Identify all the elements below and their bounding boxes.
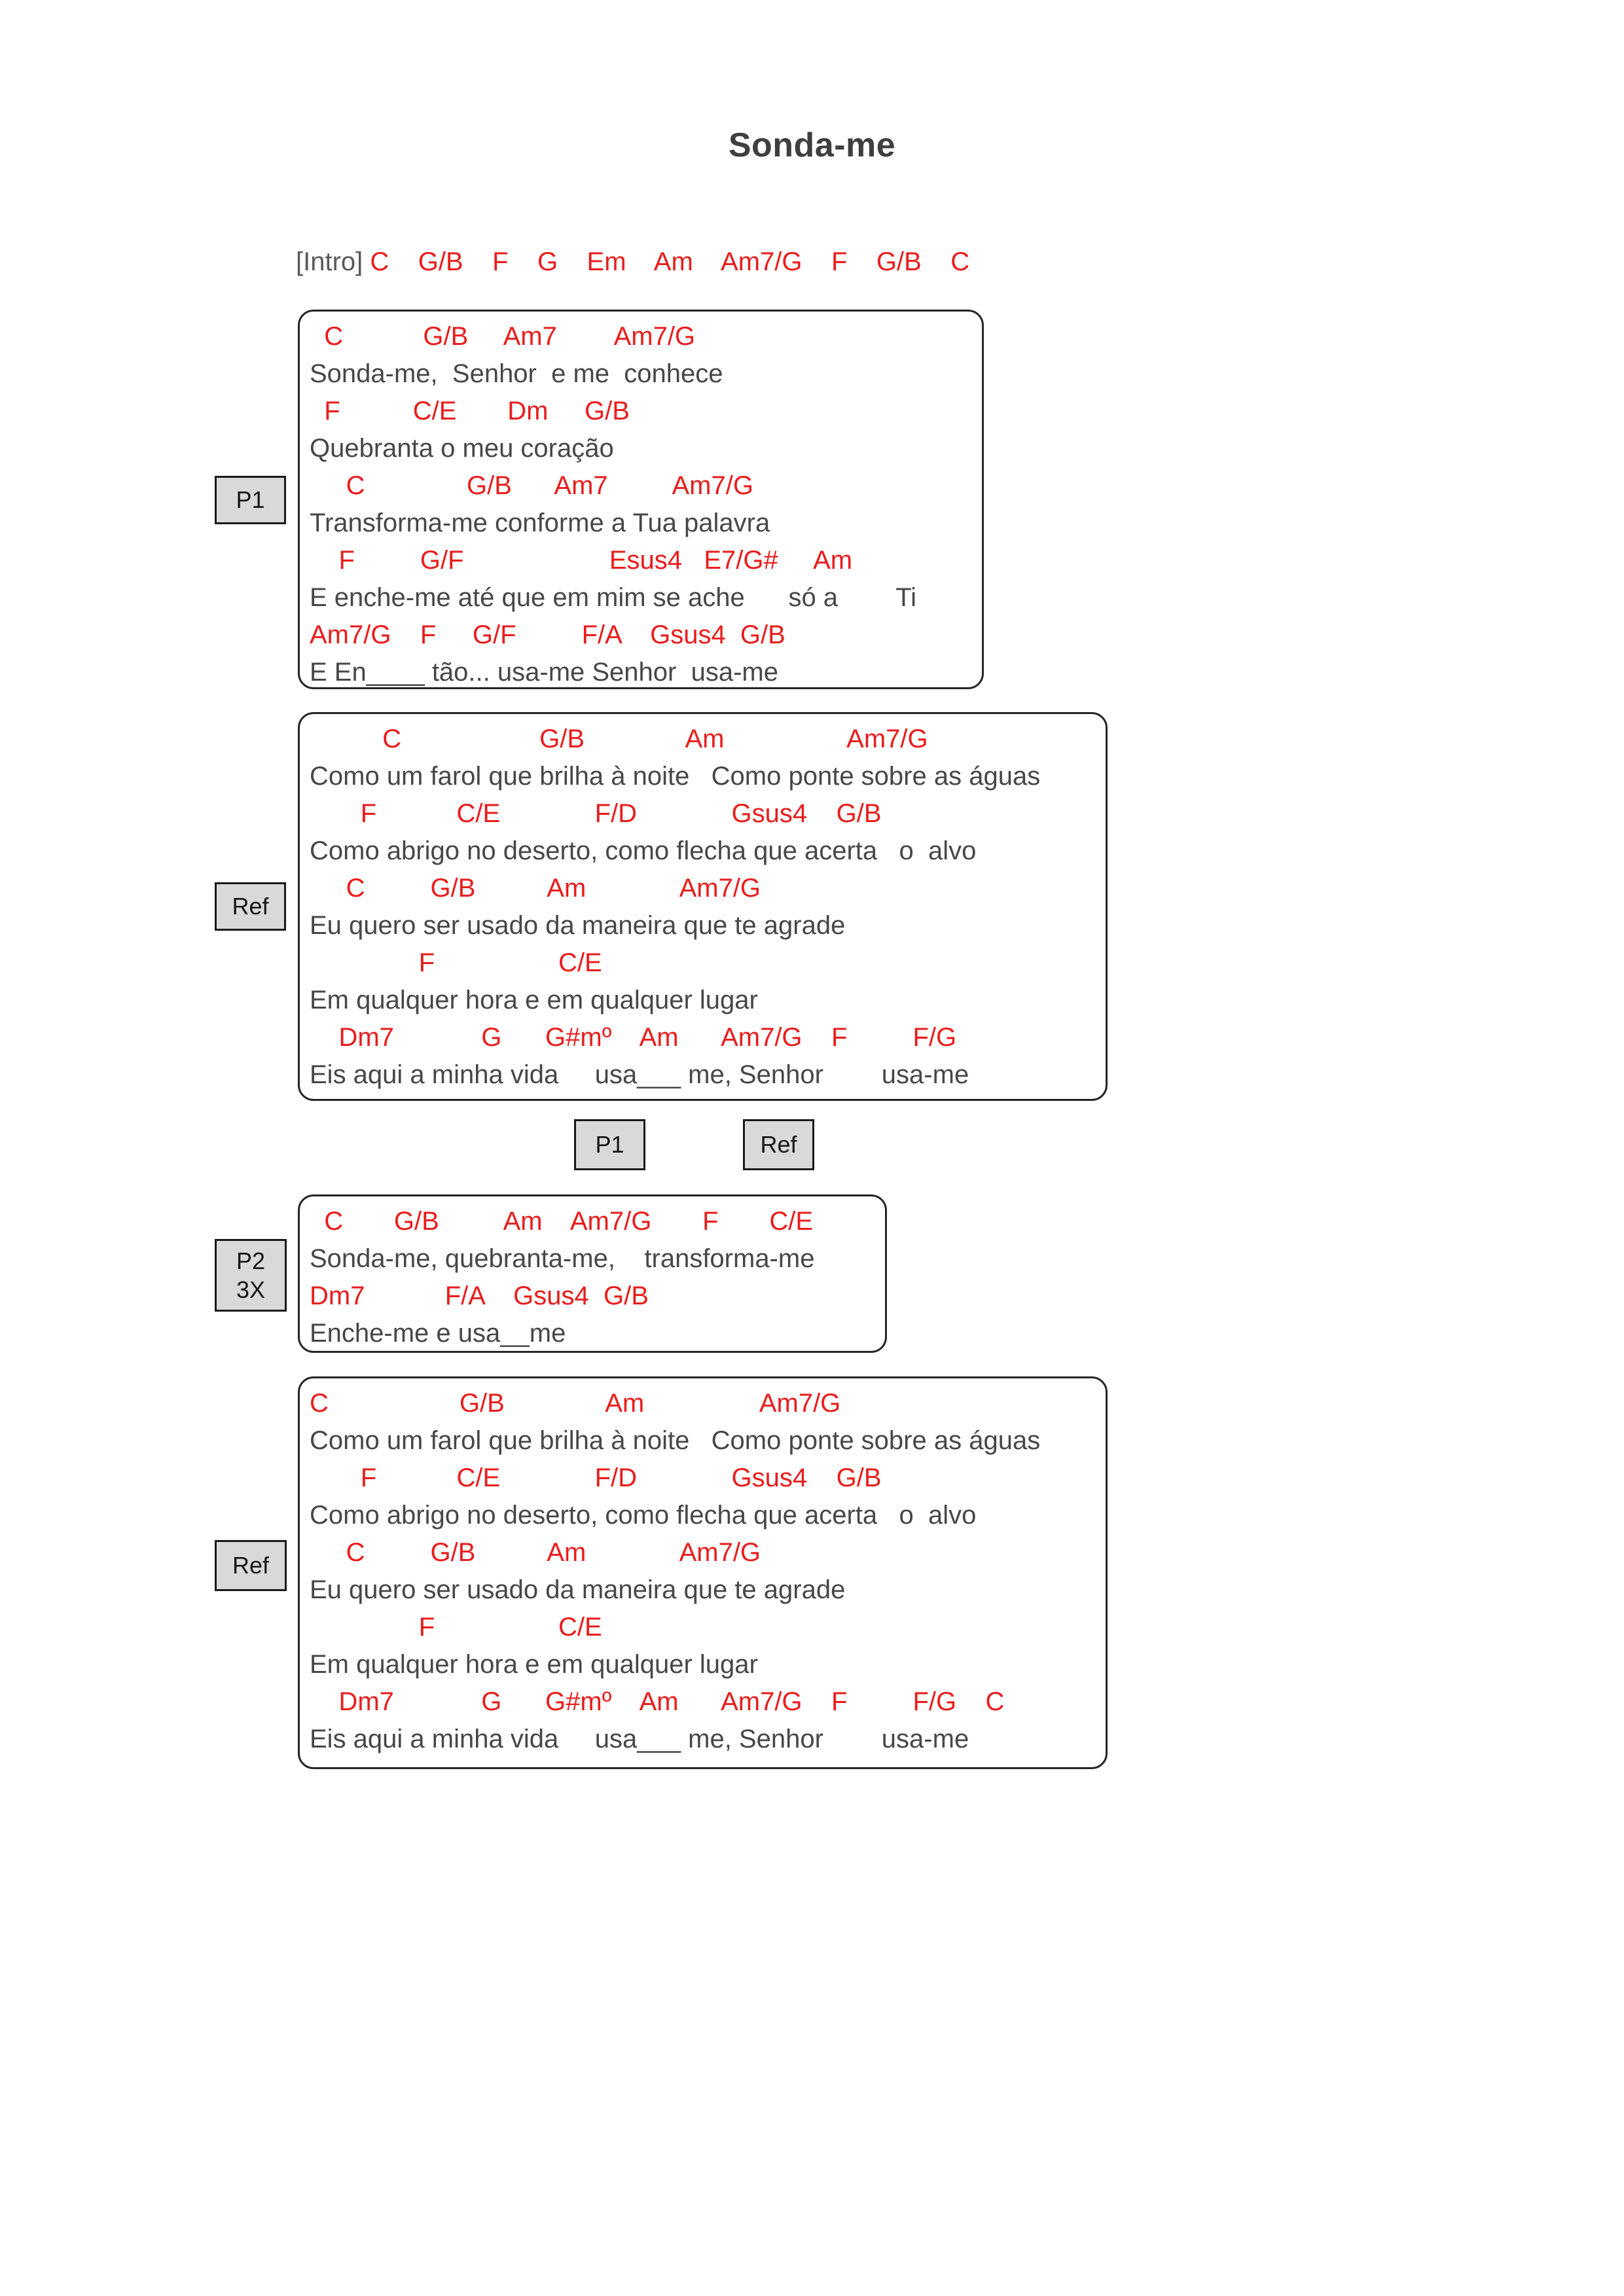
intro-chords: C G/B F G Em Am Am7/G F G/B C	[370, 247, 970, 276]
page-title: Sonda-me	[728, 126, 896, 164]
chord-line: Dm7 G G#mº Am Am7/G F F/G C	[310, 1687, 1005, 1716]
verse-box-ref-2	[298, 1376, 1108, 1769]
lyric-line: Sonda-me, Senhor e me conhece	[310, 359, 723, 388]
section-label-text2: 3X	[236, 1276, 266, 1303]
chord-line: F C/E F/D Gsus4 G/B	[310, 1463, 882, 1492]
section-label-text: P1	[236, 486, 265, 513]
chord-line: F C/E	[310, 1613, 602, 1641]
chord-line: Dm7 F/A Gsus4 G/B	[310, 1282, 649, 1310]
chord-line: C G/B Am Am7/G	[310, 1538, 761, 1567]
lyric-line: Eis aqui a minha vida usa___ me, Senhor usa-me	[310, 1060, 969, 1089]
lyric-line: Transforma-me conforme a Tua palavra	[310, 509, 770, 537]
lyric-line: Eu quero ser usado da maneira que te agrade	[310, 1575, 846, 1604]
lyric-line: Eis aqui a minha vida usa___ me, Senhor usa-me	[310, 1725, 969, 1753]
lyric-line: Eu quero ser usado da maneira que te agrade	[310, 911, 846, 940]
verse-box-p1	[298, 310, 984, 689]
lyric-line: E En____ tão... usa-me Senhor usa-me	[310, 658, 778, 687]
intro-line	[296, 243, 969, 280]
chord-line: F C/E Dm G/B	[310, 397, 630, 425]
lyric-line: Em qualquer hora e em qualquer lugar	[310, 986, 758, 1014]
section-label-ref-2	[215, 1540, 287, 1591]
lyric-line: Como um farol que brilha à noite Como ponte sobre as águas	[310, 1426, 1041, 1455]
section-label-text: Ref	[232, 893, 269, 920]
repeat-marker-p1	[574, 1119, 645, 1170]
section-label-p1	[215, 476, 286, 524]
chord-line: C G/B Am Am7/G	[310, 725, 928, 753]
chord-line: C G/B Am Am7/G	[310, 1389, 841, 1418]
lyric-line: E enche-me até que em mim se ache só a Ti	[310, 583, 917, 612]
chord-line: F C/E F/D Gsus4 G/B	[310, 799, 882, 828]
chord-line: C G/B Am7 Am7/G	[310, 471, 753, 500]
verse-box-ref-1	[298, 712, 1108, 1101]
lyric-line: Quebranta o meu coração	[310, 434, 614, 463]
chord-line: C G/B Am7 Am7/G	[310, 322, 696, 351]
repeat-marker-text: P1	[595, 1131, 624, 1158]
section-label-ref-1	[215, 882, 286, 931]
repeat-marker-ref	[743, 1119, 814, 1170]
chord-line: Am7/G F G/F F/A Gsus4 G/B	[310, 620, 785, 649]
section-label-p2-3x	[215, 1239, 287, 1312]
section-label-text: P2	[236, 1247, 266, 1274]
lyric-line: Enche-me e usa__me	[310, 1319, 566, 1348]
lyric-line: Como abrigo no deserto, como flecha que acerta o alvo	[310, 836, 977, 865]
repeat-marker-text: Ref	[760, 1131, 797, 1158]
chord-line: Dm7 G G#mº Am Am7/G F F/G	[310, 1023, 957, 1052]
verse-box-p2	[298, 1194, 887, 1353]
lyric-line: Em qualquer hora e em qualquer lugar	[310, 1650, 758, 1679]
lyric-line: Sonda-me, quebranta-me, transforma-me	[310, 1244, 815, 1273]
intro-label: [Intro]	[296, 247, 370, 276]
chord-line: F G/F Esus4 E7/G# Am	[310, 546, 853, 575]
lyric-line: Como um farol que brilha à noite Como ponte sobre as águas	[310, 762, 1041, 791]
chord-line: C G/B Am Am7/G F C/E	[310, 1207, 814, 1236]
chord-line: F C/E	[310, 948, 602, 977]
section-label-text: Ref	[232, 1552, 270, 1579]
chord-line: C G/B Am Am7/G	[310, 874, 761, 903]
lyric-line: Como abrigo no deserto, como flecha que acerta o alvo	[310, 1501, 977, 1530]
